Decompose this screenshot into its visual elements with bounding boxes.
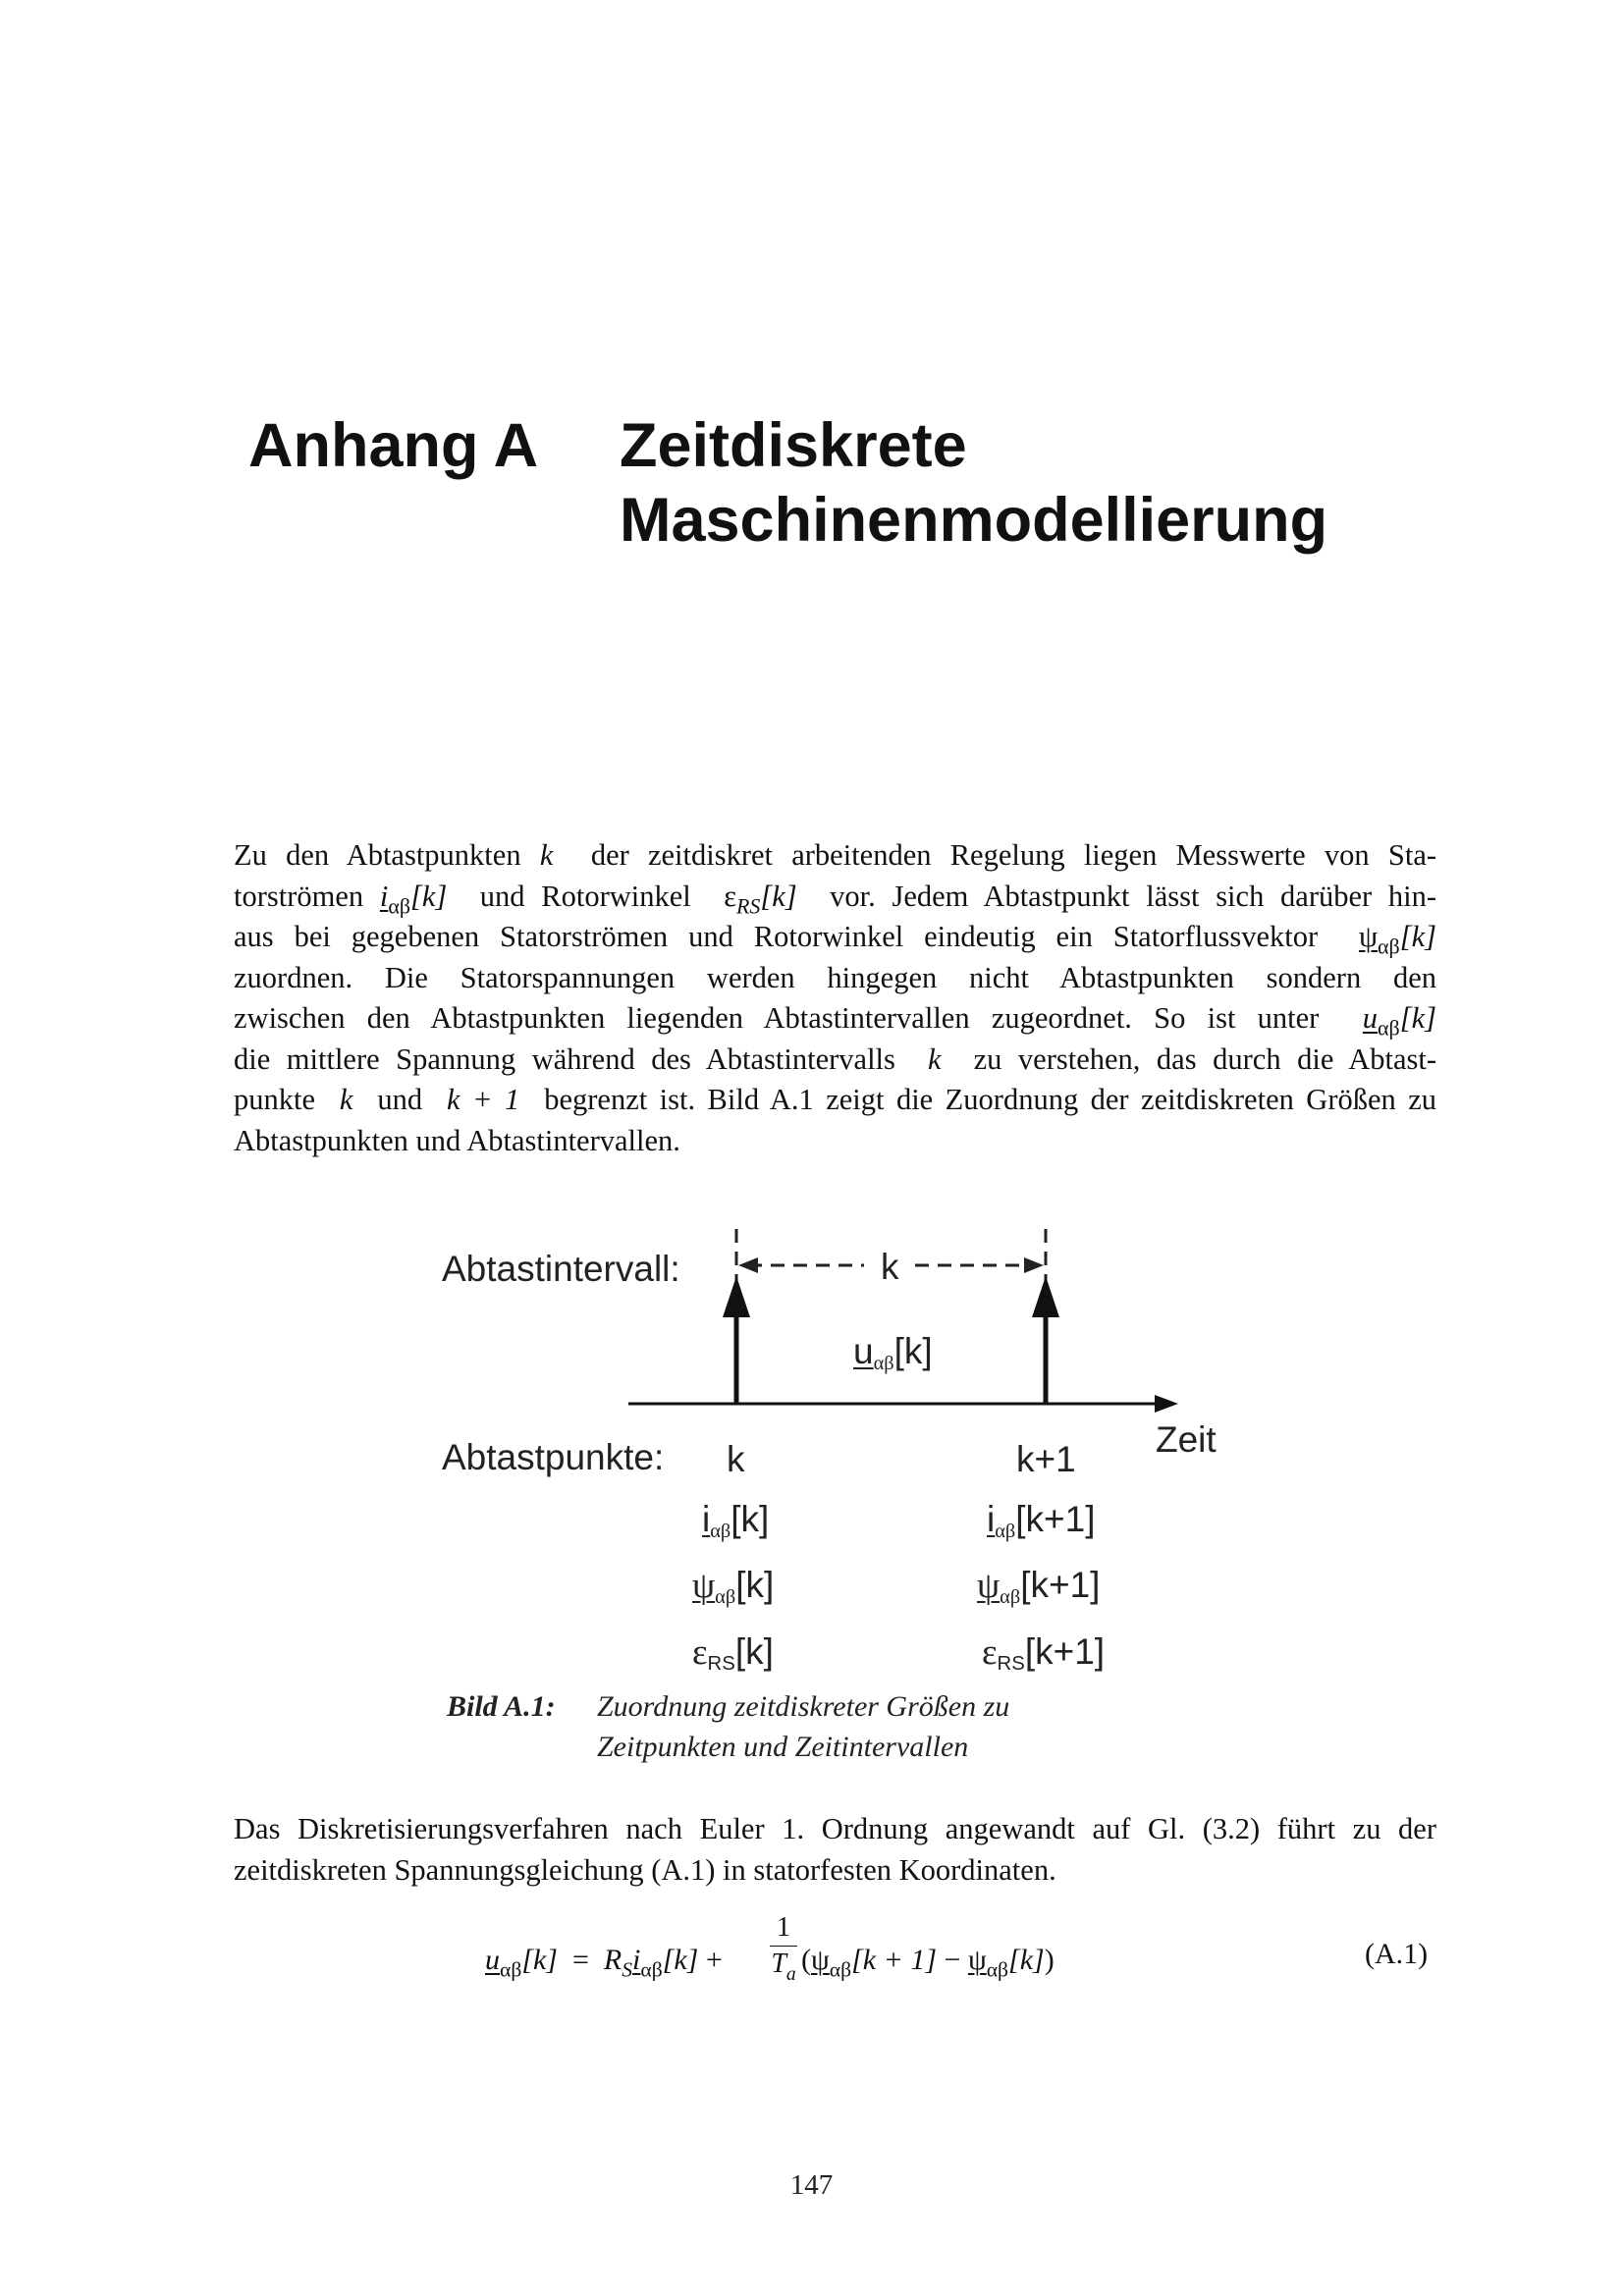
equation-fraction: 1 $T_a$ bbox=[771, 1912, 796, 1985]
point-k1-label: k+1 bbox=[1016, 1439, 1076, 1479]
point-k-label: k bbox=[727, 1439, 745, 1479]
page-number: 147 bbox=[789, 2169, 834, 2201]
eps-k-label: $\varepsilon_{RS}[k]$ bbox=[692, 1631, 774, 1676]
chapter-title bbox=[620, 408, 1327, 558]
psi-k-label: $\psi_{\alpha\beta}[k]$ bbox=[692, 1565, 775, 1609]
eps-k1-label: $\varepsilon_{RS}[k+1]$ bbox=[982, 1631, 1106, 1676]
text-line: zeitdiskreten Spannungsgleichung (A.1) in statorfesten Koordinaten. bbox=[234, 1852, 1056, 1887]
text-line: Das Diskretisierungsverfahren nach Euler 1. Ordnung angewandt auf Gl. (3.2) führt zu der bbox=[234, 1812, 1436, 1845]
text-line: Abtastpunkten und Abtastintervallen. bbox=[234, 1123, 680, 1157]
psi-k1-label: $\psi_{\alpha\beta}[k+1]$ bbox=[977, 1565, 1101, 1609]
sample-arrow-k1-head bbox=[1032, 1276, 1059, 1317]
time-axis-arrowhead bbox=[1155, 1395, 1178, 1413]
chapter-label: Anhang A bbox=[248, 411, 539, 480]
text-line: zwischen den Abtastpunkten liegenden Abtastintervallen zugeordnet. So ist unter $u_{\alpha\beta}[k]$ bbox=[234, 1001, 1436, 1041]
label-abtastintervall: Abtastintervall: bbox=[442, 1249, 680, 1289]
text-line: torströmen $i_{\alpha\beta}[k]$ und Rotorwinkel $\varepsilon_{RS}[k]$ vor. Jedem Abtastpunkt lässt sich darüber hin- bbox=[234, 879, 1437, 919]
chapter-title-line1: Zeitdiskrete bbox=[620, 411, 967, 480]
text-line: aus bei gegebenen Statorströmen und Rotorwinkel eindeutig ein Statorflussvektor $\psi_{\alpha\beta}[k]$ bbox=[234, 920, 1436, 959]
caption-label: Bild A.1: bbox=[447, 1690, 556, 1723]
euler-paragraph bbox=[234, 1809, 1436, 1891]
u-label: $u_{\alpha\beta}[k]$ bbox=[853, 1331, 933, 1375]
text-line: zuordnen. Die Statorspannungen werden hingegen nicht Abtastpunkten sondern den bbox=[234, 960, 1436, 994]
equation-rhs: $(\psi_{\alpha\beta}[k + 1] - \psi_{\alpha\beta}[k])$ bbox=[801, 1944, 1055, 1982]
caption-line1: Zuordnung zeitdiskreter Größen zu bbox=[597, 1690, 1010, 1723]
label-abtastpunkte: Abtastpunkte: bbox=[442, 1437, 665, 1477]
text-line: Zu den Abtastpunkten k der zeitdiskret arbeitenden Regelung liegen Messwerte von Sta- bbox=[234, 838, 1437, 872]
i-k-label: $i_{\alpha\beta}[k]$ bbox=[702, 1499, 770, 1543]
chapter-title-line2: Maschinenmodellierung bbox=[620, 486, 1328, 555]
time-axis-label: Zeit bbox=[1156, 1419, 1217, 1460]
fraction-bar bbox=[770, 1946, 797, 1947]
equation-number: (A.1) bbox=[1365, 1938, 1429, 1970]
text-line: die mittlere Spannung während des Abtastintervalls k zu verstehen, das durch die Abtast- bbox=[234, 1041, 1437, 1076]
i-k1-label: $i_{\alpha\beta}[k+1]$ bbox=[987, 1499, 1096, 1543]
sample-arrow-k-head bbox=[723, 1276, 750, 1317]
interval-arrowhead-left bbox=[738, 1257, 758, 1273]
caption-text bbox=[597, 1686, 1009, 1767]
equation-lhs: $u_{\alpha\beta}[k] = R_Si_{\alpha\beta}[k]$ + bbox=[485, 1944, 723, 1982]
interval-arrowhead-right bbox=[1024, 1257, 1044, 1273]
intro-paragraph bbox=[234, 835, 1436, 1161]
text-line: punkte k und k + 1 begrenzt ist. Bild A.1 zeigt die Zuordnung der zeitdiskreten Größen zu bbox=[234, 1083, 1437, 1116]
caption-line2: Zeitpunkten und Zeitintervallen bbox=[597, 1731, 969, 1763]
interval-k-label: k bbox=[881, 1247, 899, 1287]
